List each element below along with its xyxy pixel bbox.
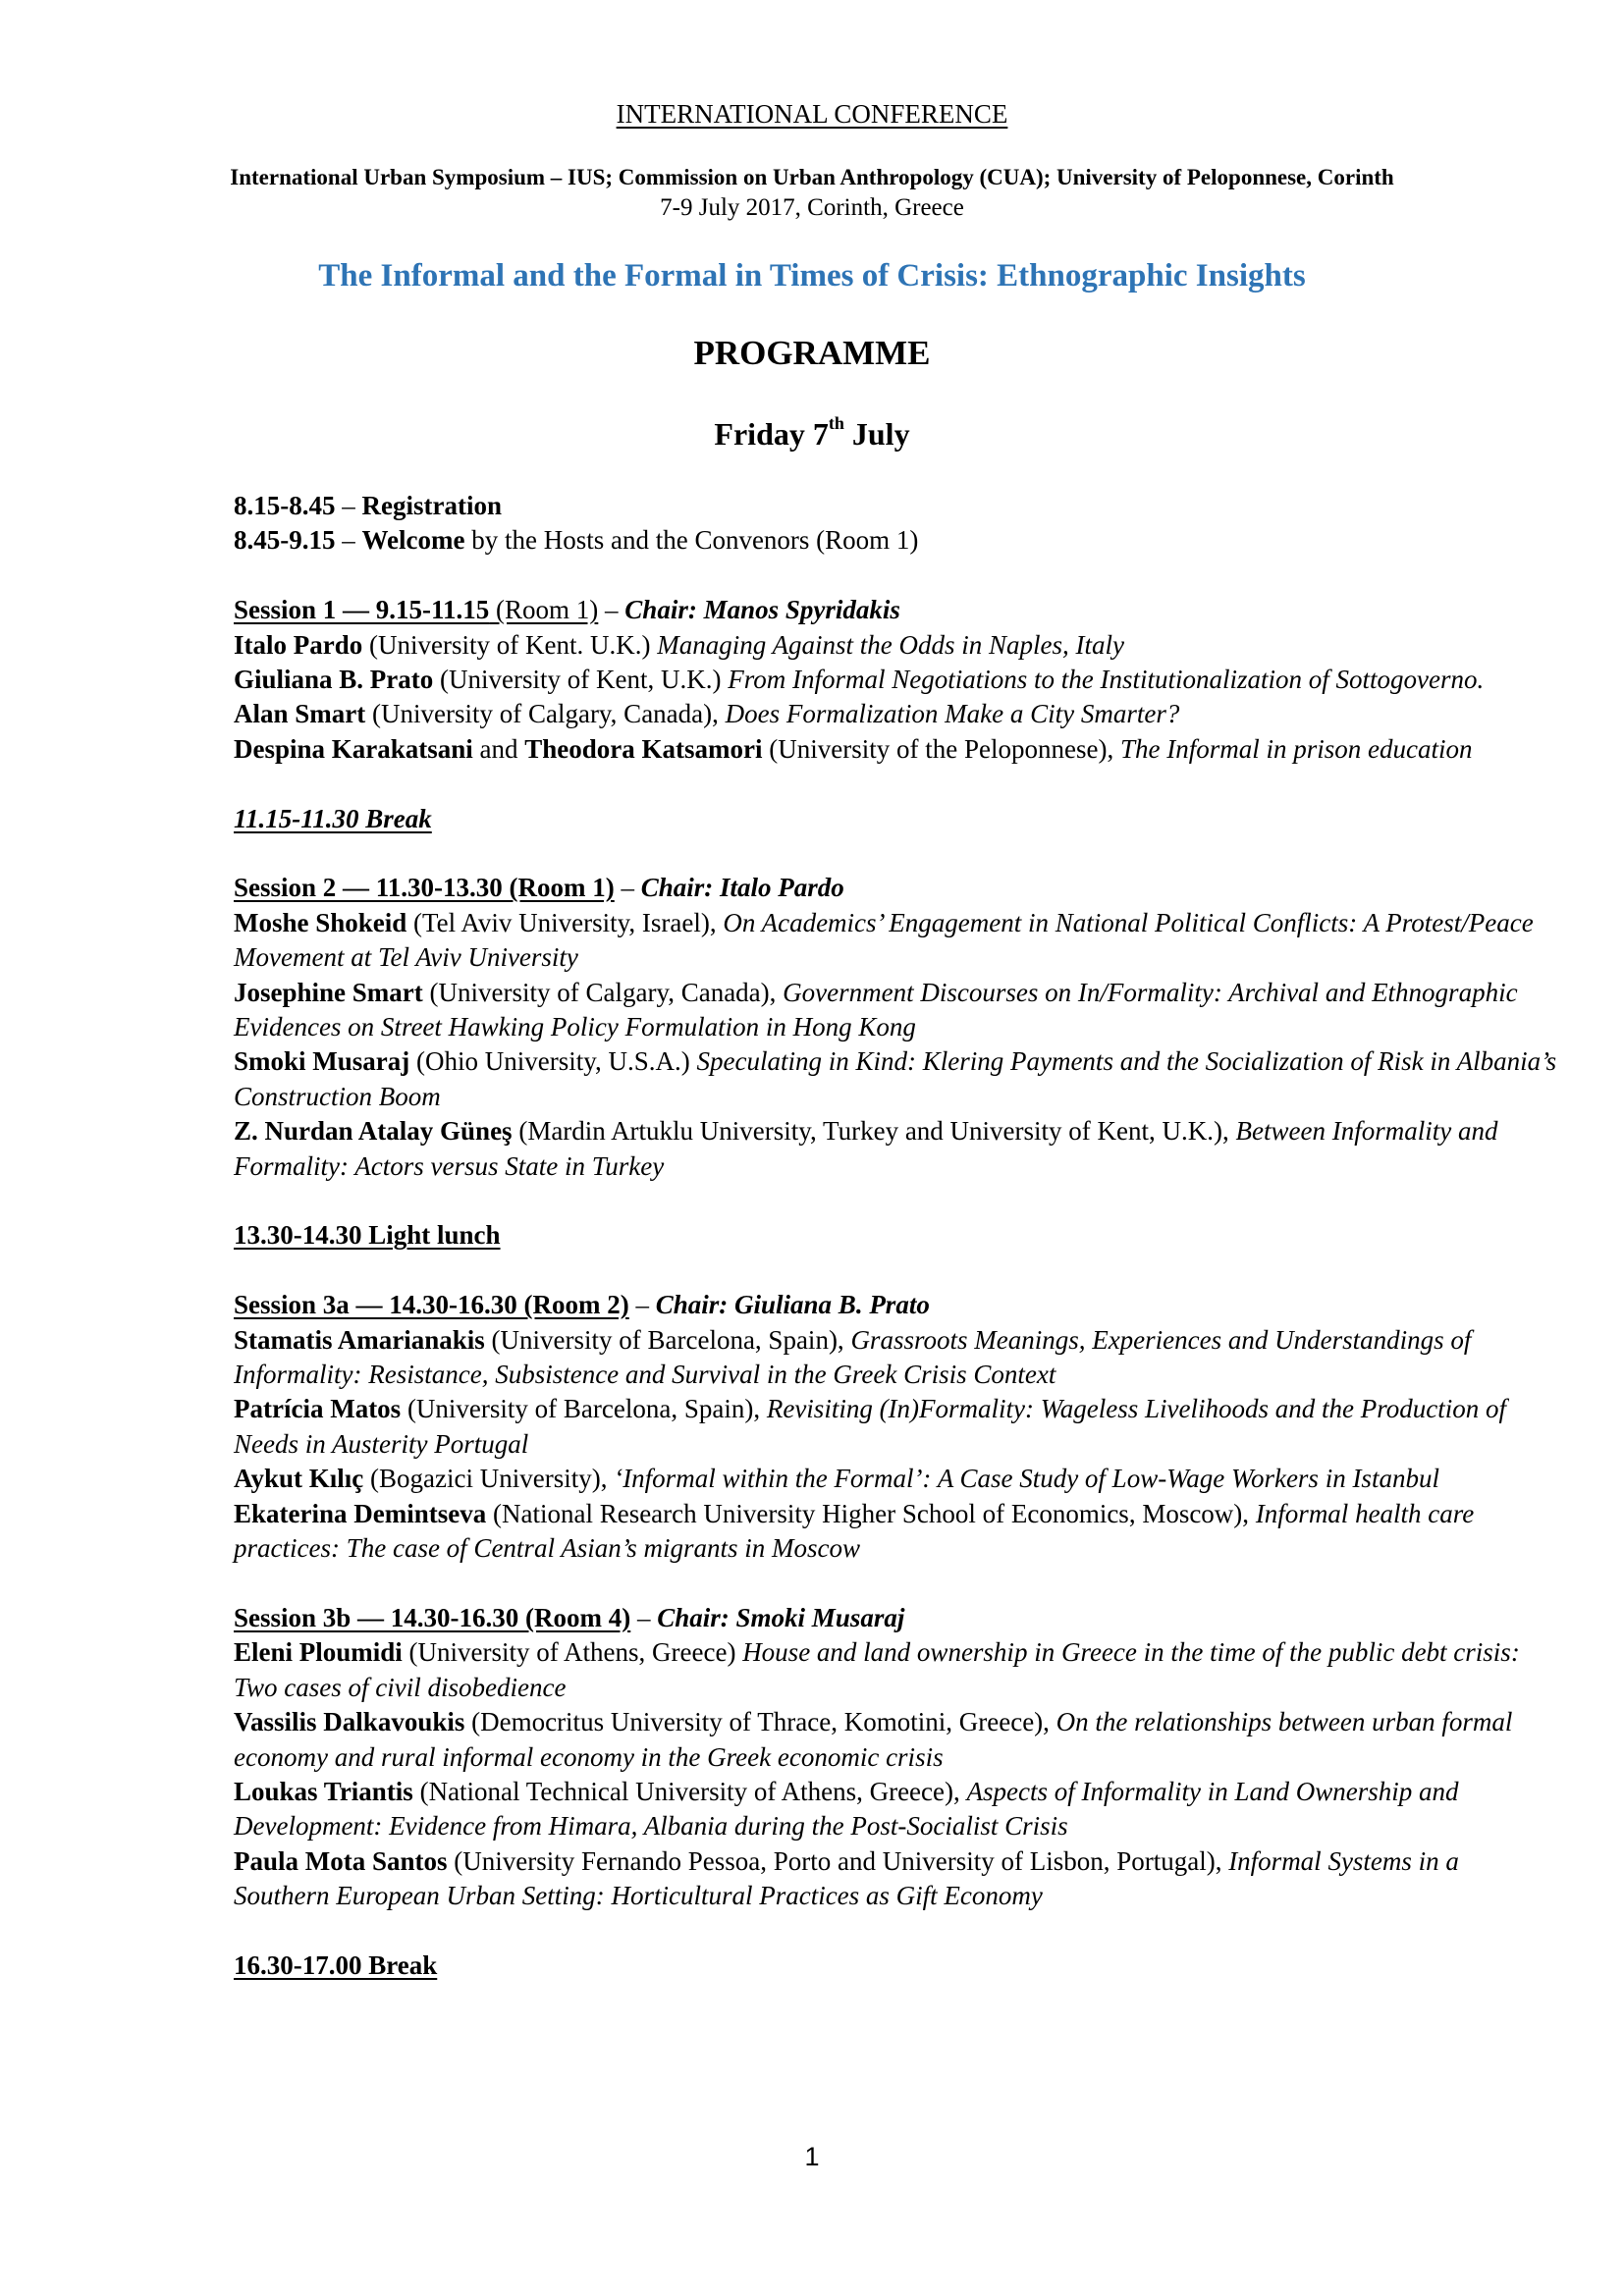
speaker: Paula Mota Santos: [234, 1845, 448, 1876]
affiliation: (University Fernando Pessoa, Porto and University of Lisbon, Portugal),: [447, 1845, 1229, 1876]
affiliation: (University of Calgary, Canada),: [422, 977, 784, 1007]
affiliation: (University of Kent, U.K.): [433, 665, 729, 695]
paper-entry: [234, 906, 1559, 976]
paper-entry: [234, 1114, 1559, 1184]
session-chair: Chair: Manos Spyridakis: [624, 595, 900, 625]
dash: –: [614, 873, 641, 903]
speaker: Alan Smart: [234, 699, 366, 729]
session-time: Session 2 — 11.30-13.30 (Room 1): [234, 873, 615, 903]
break-item: 11.15-11.30 Break: [234, 803, 432, 833]
paper-entry: [234, 628, 1559, 663]
session-time: Session 3a — 14.30-16.30 (Room 2): [234, 1290, 629, 1320]
speaker: Josephine Smart: [234, 977, 423, 1007]
affiliation: (University of Calgary, Canada),: [365, 699, 726, 729]
label: Welcome: [361, 525, 465, 556]
organizers-line: International Urban Symposium – IUS; Commission on Urban Anthropology (CUA); University of Peloponnese, Corinth: [230, 165, 1394, 189]
speaker: Stamatis Amarianakis: [234, 1324, 485, 1355]
dash: –: [628, 1290, 656, 1320]
speaker-2: Theodora Katsamori: [524, 733, 763, 764]
session-heading: [234, 593, 1559, 627]
paper-title: House and land ownership in Greece in the time of the public debt crisis: Two cases of civil disobedience: [234, 1637, 1520, 1702]
lunch-item: 13.30-14.30 Light lunch: [234, 1220, 501, 1251]
paper-title: Grassroots Meanings, Experiences and Understandings of Informality: Resistance, Subsistence and Survival in the Greek Crisis Context: [234, 1324, 1472, 1390]
paper-entry: [234, 663, 1559, 697]
paper-title: The Informal in prison education: [1119, 733, 1473, 764]
dash: –: [335, 525, 362, 556]
affiliation: (University of Kent. U.K.): [362, 629, 658, 660]
speaker: Italo Pardo: [234, 629, 363, 660]
affiliation: (University of Barcelona, Spain),: [484, 1324, 851, 1355]
paper-entry: [234, 732, 1559, 767]
affiliation: (National Technical University of Athens, Greece),: [412, 1776, 967, 1806]
day-month: July: [843, 416, 910, 452]
speaker: Aykut Kılıç: [234, 1464, 364, 1494]
day-prefix: Friday 7: [714, 416, 829, 452]
paper-entry: [234, 1705, 1559, 1775]
speaker: Moshe Shokeid: [234, 907, 407, 937]
paper-entry: [234, 1462, 1559, 1496]
schedule-item: [234, 523, 1559, 558]
paper-entry: [234, 697, 1559, 731]
affiliation: (Mardin Artuklu University, Turkey and University of Kent, U.K.),: [512, 1116, 1236, 1147]
session-time: Session 3b — 14.30-16.30 (Room 4): [234, 1602, 631, 1632]
speaker: Patrícia Matos: [234, 1394, 402, 1424]
paper-title: Informal Systems in a Southern European Urban Setting: Horticultural Practices as Gift Economy: [234, 1845, 1459, 1911]
session-chair: Chair: Italo Pardo: [640, 873, 844, 903]
session-heading: [234, 1601, 1559, 1635]
paper-entry: [234, 1497, 1559, 1567]
speaker: Vassilis Dalkavoukis: [234, 1707, 465, 1737]
speaker: Z. Nurdan Atalay Güneş: [234, 1116, 513, 1147]
day-suffix-sup: th: [828, 413, 844, 434]
dash: –: [335, 491, 362, 520]
paper-entry: [234, 1844, 1559, 1914]
programme-body: [234, 489, 1559, 1983]
speaker: Loukas Triantis: [234, 1776, 413, 1806]
conference-title: The Informal and the Formal in Times of Crisis: Ethnographic Insights: [318, 258, 1306, 294]
paper-title: Aspects of Informality in Land Ownership and Development: Evidence from Himara, Albania during the Post-Socialist Crisis: [234, 1776, 1459, 1842]
detail: by the Hosts and the Convenors (Room 1): [464, 525, 919, 556]
affiliation: (Ohio University, U.S.A.): [409, 1046, 697, 1077]
paper-title: Does Formalization Make a City Smarter?: [725, 699, 1180, 729]
time: 8.45-9.15: [234, 525, 336, 556]
paper-title: Informal health care practices: The case of Central Asian’s migrants in Moscow: [234, 1498, 1475, 1564]
page-number: 1: [804, 2142, 820, 2171]
label: Registration: [361, 491, 502, 520]
conjunction: and: [472, 733, 525, 764]
dash: –: [630, 1602, 658, 1632]
paper-title: ‘Informal within the Formal’: A Case Study of Low-Wage Workers in Istanbul: [614, 1464, 1439, 1494]
paper-title: Speculating in Kind: Klering Payments and the Socialization of Risk in Albania’s Construction Boom: [234, 1046, 1557, 1111]
paper-entry: [234, 976, 1559, 1045]
paper-title: Government Discourses on In/Formality: Archival and Ethnographic Evidences on Street Hawking Policy Formulation in Hong Kong: [234, 977, 1518, 1042]
session-room: (Room 1): [489, 595, 599, 625]
session-chair: Chair: Giuliana B. Prato: [655, 1290, 930, 1320]
programme-heading: PROGRAMME: [693, 334, 931, 372]
paper-title: From Informal Negotiations to the Institutionalization of Sottogoverno.: [728, 665, 1485, 695]
paper-title: On the relationships between urban formal economy and rural informal economy in the Greek economic crisis: [234, 1707, 1513, 1772]
speaker: Smoki Musaraj: [234, 1046, 410, 1077]
session-heading: [234, 1288, 1559, 1322]
dates-line: 7-9 July 2017, Corinth, Greece: [660, 194, 964, 221]
speaker: Ekaterina Demintseva: [234, 1498, 487, 1528]
affiliation: (Democritus University of Thrace, Komotini, Greece),: [464, 1707, 1056, 1737]
paper-title: Managing Against the Odds in Naples, Italy: [657, 629, 1124, 660]
paper-entry: [234, 1044, 1559, 1114]
day-heading: [0, 413, 1624, 453]
affiliation: (National Research University Higher School of Economics, Moscow),: [486, 1498, 1256, 1528]
paper-entry: [234, 1392, 1559, 1462]
affiliation: (University of Barcelona, Spain),: [401, 1394, 767, 1424]
time: 8.15-8.45: [234, 491, 336, 520]
paper-entry: [234, 1775, 1559, 1844]
conference-heading: INTERNATIONAL CONFERENCE: [616, 99, 1008, 129]
paper-entry: [234, 1635, 1559, 1705]
paper-title: Between Informality and Formality: Actors versus State in Turkey: [234, 1116, 1498, 1181]
session-chair: Chair: Smoki Musaraj: [657, 1602, 905, 1632]
break-item: 16.30-17.00 Break: [234, 1949, 438, 1980]
speaker: Despina Karakatsani: [234, 733, 473, 764]
schedule-item: [234, 489, 1559, 523]
speaker: Giuliana B. Prato: [234, 665, 434, 695]
affiliation: (Bogazici University),: [363, 1464, 615, 1494]
paper-title: On Academics’ Engagement in National Political Conflicts: A Protest/Peace Movement at Tel Aviv University: [234, 907, 1534, 973]
affiliation: (Tel Aviv University, Israel),: [406, 907, 724, 937]
paper-entry: [234, 1323, 1559, 1393]
affiliation: (University of the Peloponnese),: [762, 733, 1120, 764]
dash: –: [598, 595, 625, 625]
session-time: Session 1 — 9.15-11.15: [234, 595, 490, 625]
paper-title: Revisiting (In)Formality: Wageless Livelihoods and the Production of Needs in Austerity Portugal: [234, 1394, 1506, 1459]
speaker: Eleni Ploumidi: [234, 1637, 403, 1668]
session-heading: [234, 871, 1559, 905]
affiliation: (University of Athens, Greece): [402, 1637, 743, 1668]
